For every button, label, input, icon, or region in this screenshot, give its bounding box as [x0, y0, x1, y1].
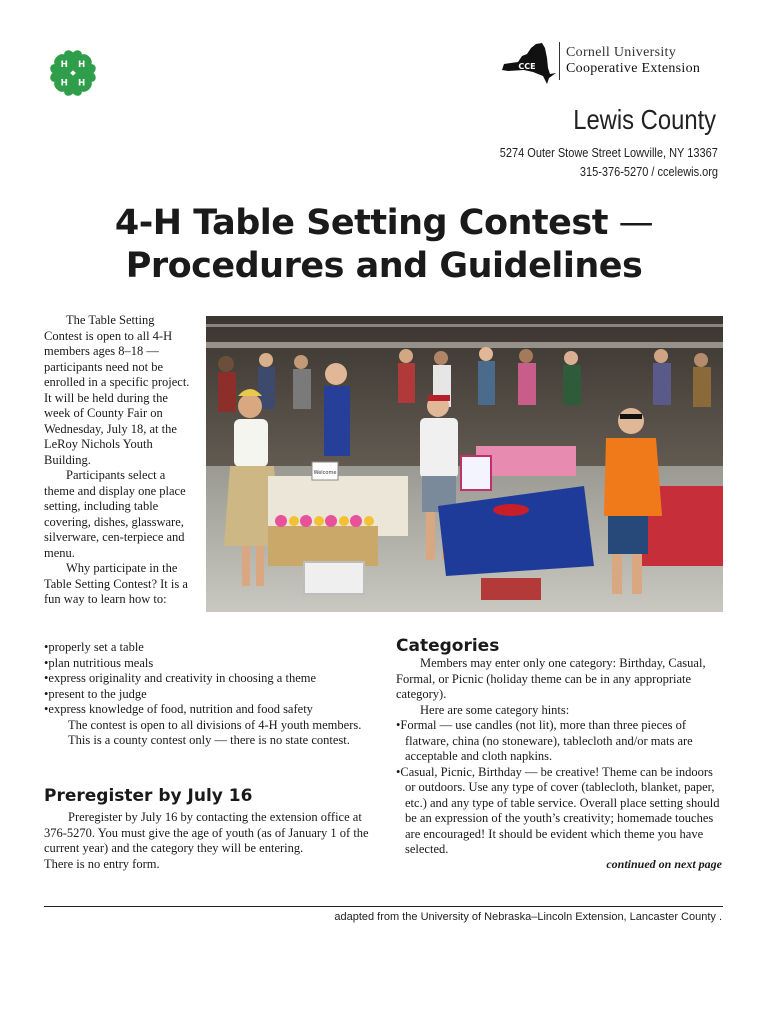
intro-column: [44, 313, 194, 608]
svg-text:H: H: [60, 78, 68, 89]
list-item: • express originality and creativity in choosing a theme: [44, 671, 374, 687]
categories-section: [396, 656, 723, 858]
photo-sign-text: Welcome: [313, 470, 337, 476]
list-item: • Formal — use candles (not lit), more than three pieces of flatware, china (no stoneware), tablecloth and/or mats are acceptable and cloth napkins.: [396, 718, 723, 765]
title-line-2: Procedures and Guidelines: [125, 246, 643, 286]
logo-divider: [559, 42, 560, 80]
page-title: [0, 202, 768, 288]
intro-paragraph: The Table Setting Contest is open to all 4-H members ages 8–18 — participants need not be enrolled in a specific project. It will be held during the week of County Fair on Wednesday, July 18, at the LeRoy Nichols Youth Building.: [44, 313, 190, 467]
list-item: • properly set a table: [44, 640, 374, 656]
list-item: • Casual, Picnic, Birthday — be creative! Theme can be indoors or outdoors. Use any type of cover (tablecloth, blanket, paper, etc.) and any type of table service. Overall place setting should be an expression of the youth’s creativity; homemade touches are encouraged! It should be evident which theme you have selected.: [396, 765, 723, 858]
benefits-section: [44, 640, 374, 749]
cce-state-logo: [500, 40, 558, 86]
category-hints-intro: Here are some category hints:: [420, 702, 570, 717]
list-item: • present to the judge: [44, 687, 374, 703]
list-item: • plan nutritious meals: [44, 656, 374, 672]
divisions-paragraph: The contest is open to all divisions of 4-H youth members.: [68, 717, 362, 732]
benefits-list: [44, 640, 374, 718]
county-name: Lewis County: [573, 104, 716, 135]
preregister-paragraph: Preregister by July 16 by contacting the extension office at 376-5270. You must give the age of youth (as of January 1 of the current year) and the category they will be entering.: [44, 810, 369, 855]
continued-note: continued on next page: [606, 857, 722, 871]
preregister-heading: Preregister by July 16: [44, 786, 253, 806]
cce-text: CCE: [518, 62, 536, 71]
title-dash: —: [607, 203, 654, 243]
title-line-1: 4-H Table Setting Contest: [114, 203, 608, 243]
cornell-university-name: Cornell University: [566, 45, 676, 60]
category-hints-list: [396, 718, 723, 858]
preregister-section: [44, 810, 374, 872]
categories-paragraph: Members may enter only one category: Birthday, Casual, Formal, or Picnic (holiday theme can be in any appropriate category).: [396, 656, 706, 701]
svg-text:H: H: [78, 60, 86, 71]
no-entry-form-note: There is no entry form.: [44, 856, 160, 871]
cooperative-extension-name: Cooperative Extension: [566, 61, 701, 76]
intro-paragraph: Participants select a theme and display one place setting, including table covering, dishes, glassware, silverware, cen-terpiece and menu.: [44, 468, 186, 560]
4h-clover-logo: [44, 44, 102, 102]
svg-text:H: H: [78, 78, 86, 89]
footer-divider: [44, 906, 723, 907]
county-contest-paragraph: This is a county contest only — there is no state contest.: [68, 733, 350, 747]
contest-photo: [206, 316, 723, 612]
intro-paragraph: Why participate in the Table Setting Contest? It is a fun way to learn how to:: [44, 561, 188, 606]
office-contact: 315-376-5270 / ccelewis.org: [579, 165, 718, 179]
categories-heading: Categories: [396, 636, 500, 656]
office-address: 5274 Outer Stowe Street Lowville, NY 13367: [499, 146, 718, 160]
footer-credit: adapted from the University of Nebraska–Lincoln Extension, Lancaster County .: [334, 911, 722, 923]
list-item: • express knowledge of food, nutrition and food safety: [44, 702, 374, 718]
svg-text:H: H: [60, 60, 68, 71]
